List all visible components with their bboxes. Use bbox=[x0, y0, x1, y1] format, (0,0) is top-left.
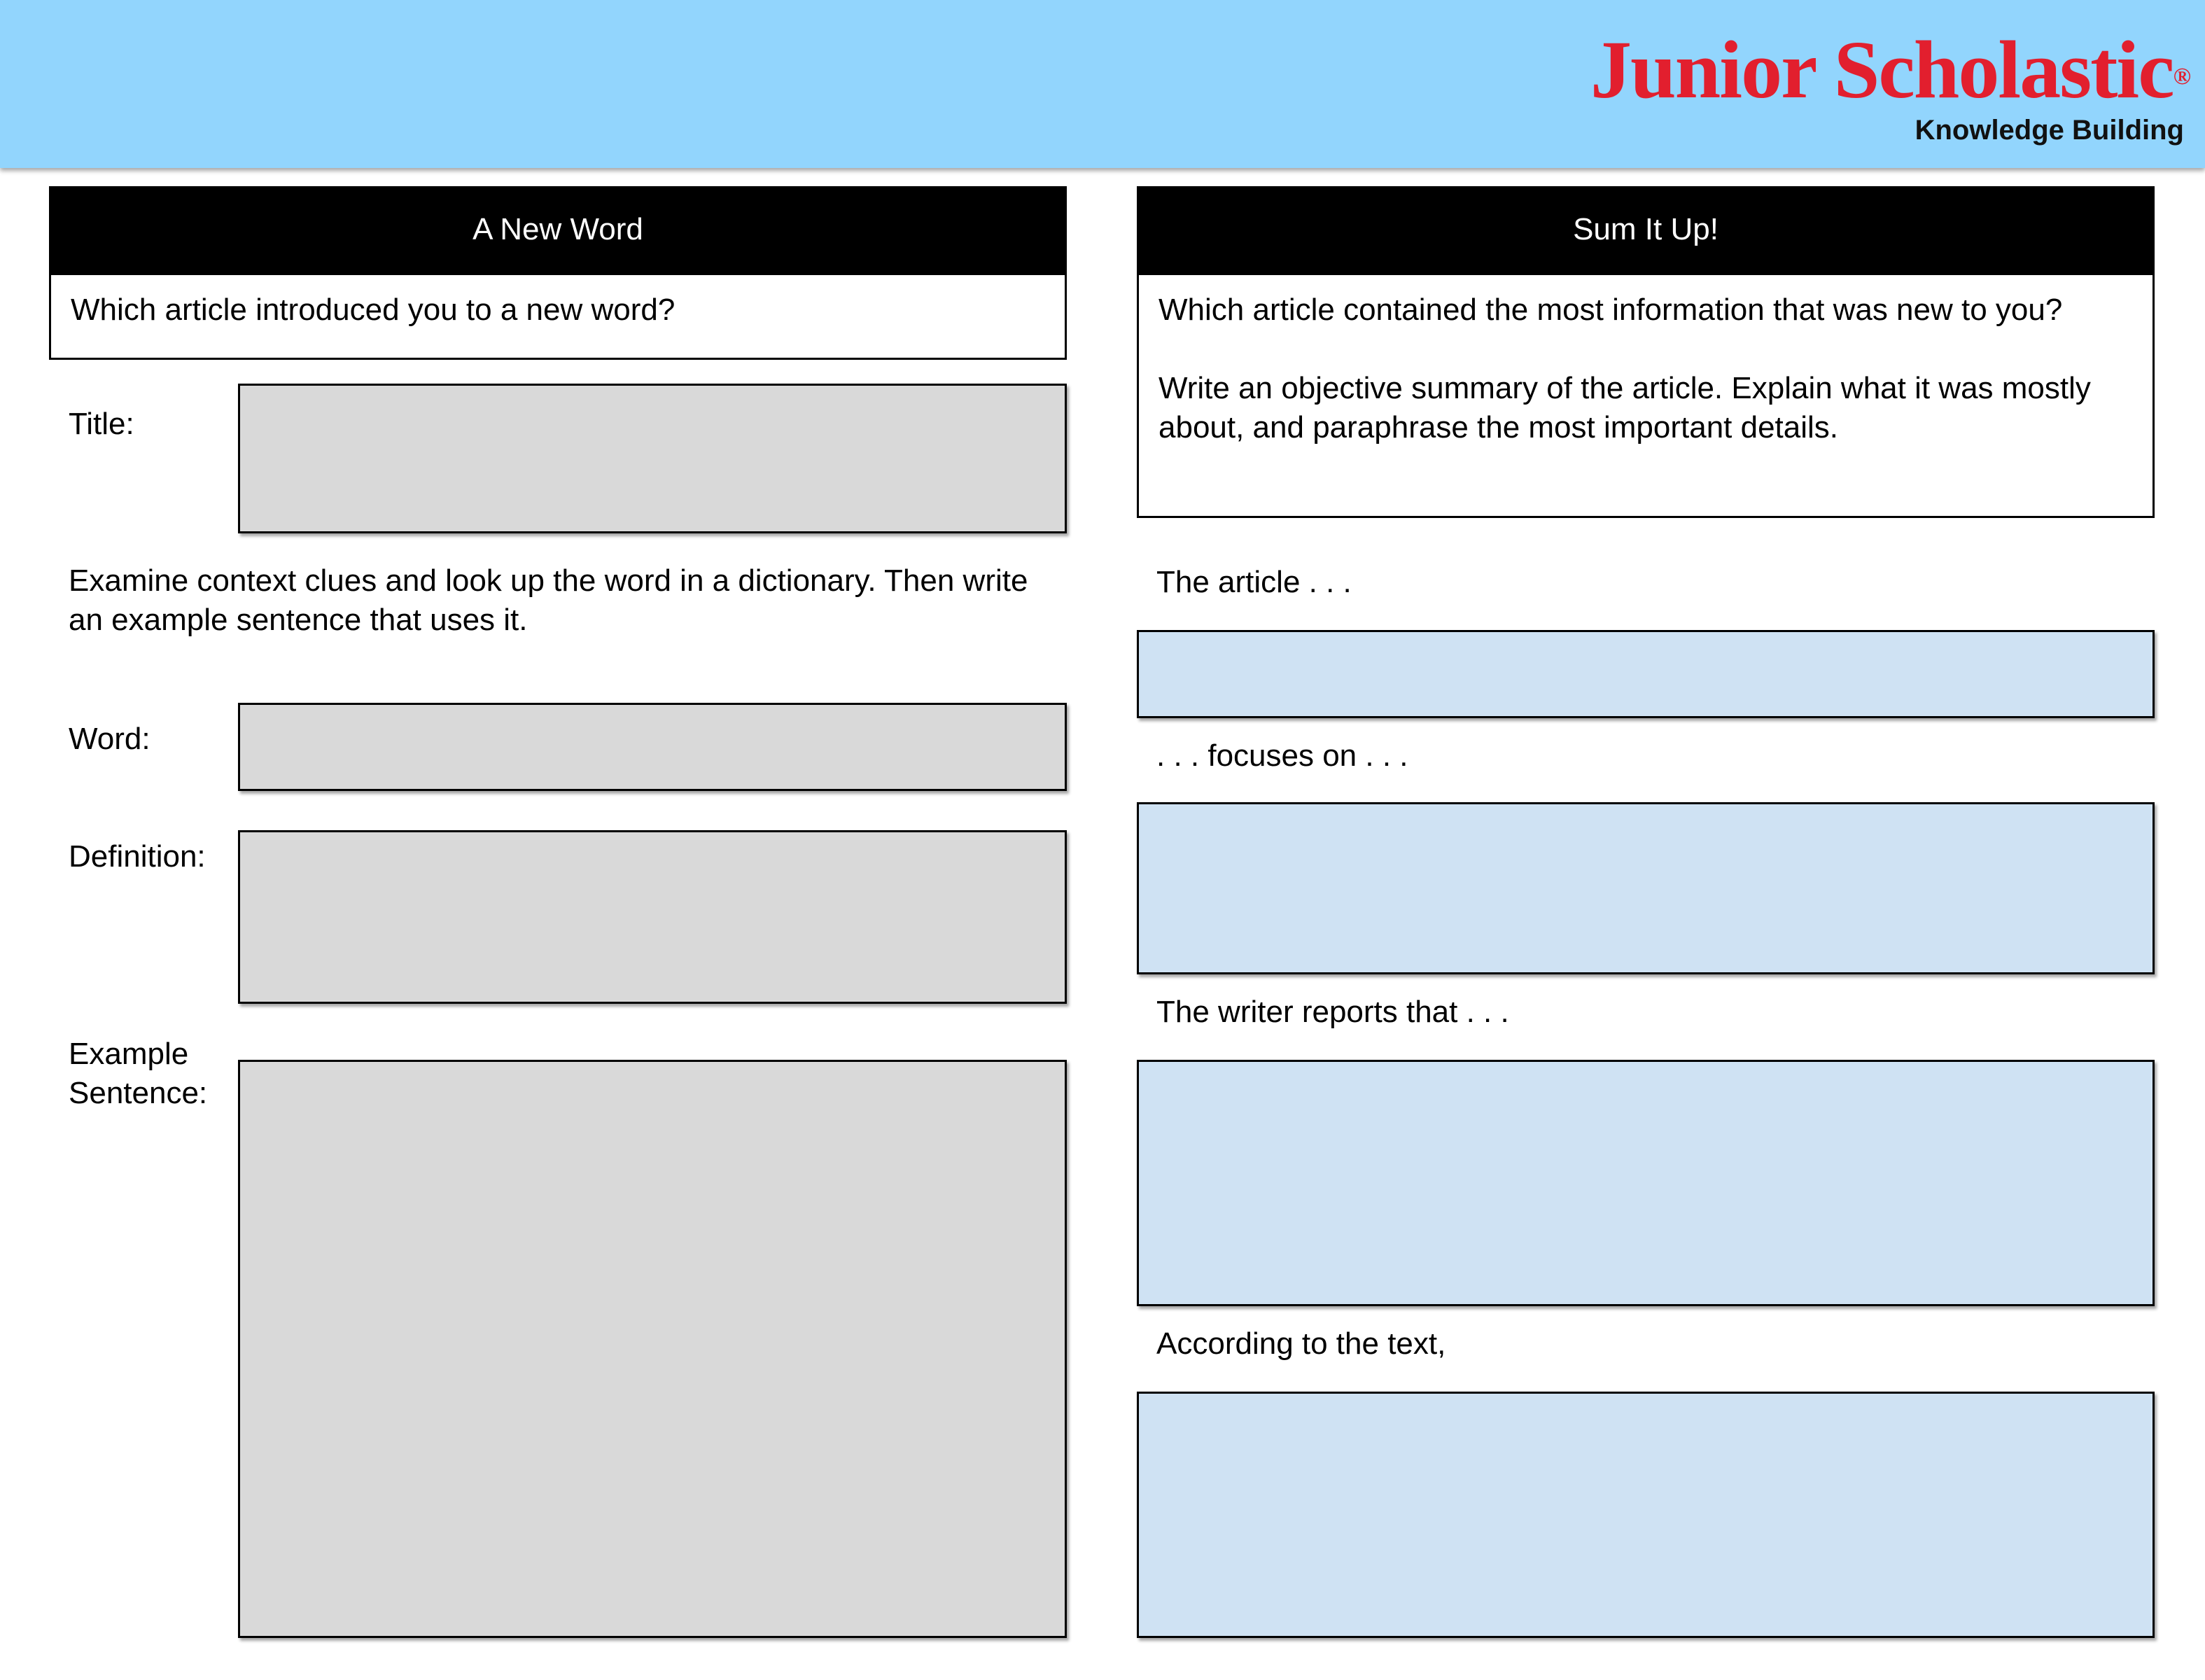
new-word-heading: A New Word bbox=[49, 186, 1067, 273]
title-field[interactable] bbox=[238, 384, 1067, 533]
writer-reports-field[interactable] bbox=[1137, 1060, 2155, 1306]
context-clues-instructions: Examine context clues and look up the word in a dictionary. Then write an example sentence that uses it. bbox=[69, 564, 1028, 637]
sum-it-up-question bbox=[1137, 273, 2155, 518]
starter-the-article: The article . . . bbox=[1156, 565, 1352, 599]
starter-writer-reports: The writer reports that . . . bbox=[1156, 995, 1509, 1029]
the-article-field[interactable] bbox=[1137, 630, 2155, 718]
sum-it-up-question-text: Which article contained the most information that was new to you? bbox=[1158, 293, 2063, 327]
brand-name: Junior Scholastic® bbox=[1590, 24, 2190, 115]
summary-prompt: Write an objective summary of the article. Explain what it was mostly about, and paraphrase the most important details. bbox=[1158, 371, 2091, 444]
new-word-question: Which article introduced you to a new word? bbox=[49, 273, 1067, 360]
brand-tagline: Knowledge Building bbox=[1914, 115, 2184, 146]
brand-logo bbox=[1590, 24, 2190, 146]
focuses-on-field[interactable] bbox=[1137, 802, 2155, 974]
definition-field[interactable] bbox=[238, 830, 1067, 1004]
word-label: Word: bbox=[69, 722, 150, 756]
starter-focuses-on: . . . focuses on . . . bbox=[1156, 738, 1408, 773]
example-sentence-label: Example Sentence: bbox=[69, 1037, 208, 1110]
example-sentence-field[interactable] bbox=[238, 1060, 1067, 1638]
title-label: Title: bbox=[69, 407, 134, 441]
starter-according-to-text: According to the text, bbox=[1156, 1326, 1446, 1361]
according-to-text-field[interactable] bbox=[1137, 1392, 2155, 1638]
header-banner bbox=[0, 0, 2205, 168]
definition-label: Definition: bbox=[69, 839, 206, 874]
sum-it-up-heading: Sum It Up! bbox=[1137, 186, 2155, 273]
word-field[interactable] bbox=[238, 703, 1067, 791]
